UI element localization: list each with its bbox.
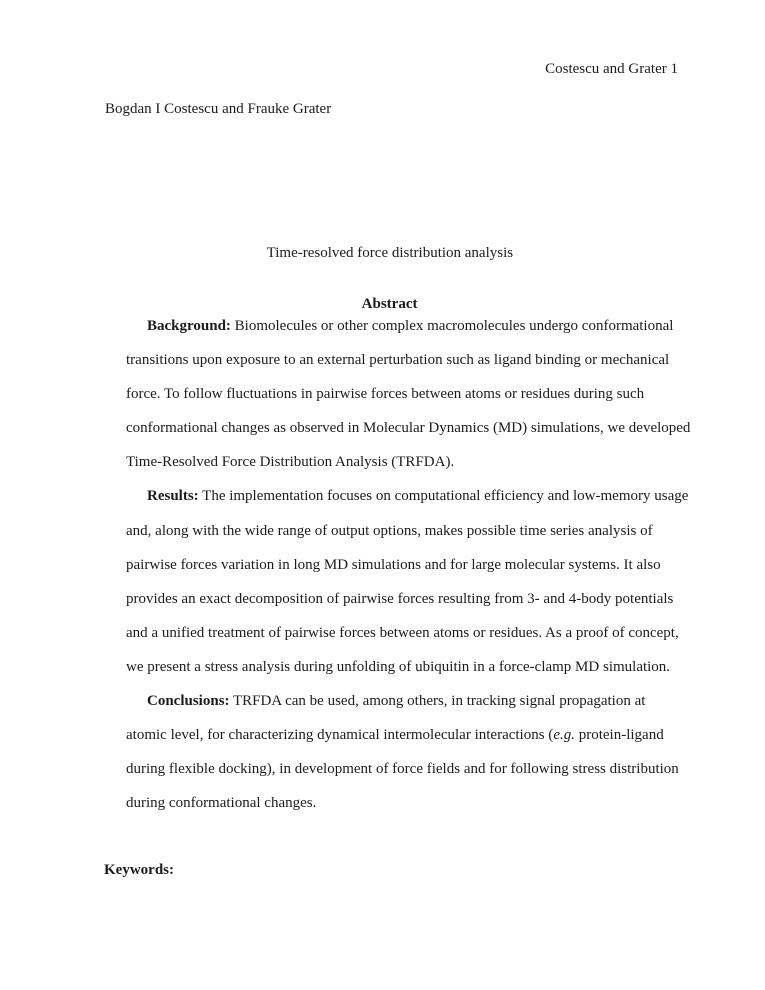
- background-paragraph-line: conformational changes as observed in Molecular Dynamics (MD) simulations, we developed: [126, 420, 691, 437]
- background-line-1-text: Biomolecules or other complex macromolecules undergo conformational: [230, 318, 674, 334]
- conclusions-paragraph-line: during flexible docking), in development of force fields and for following stress distribution: [126, 761, 679, 778]
- conclusions-line-2-text-after: protein-ligand: [574, 727, 664, 744]
- results-label: Results:: [147, 488, 199, 505]
- background-paragraph-line: transitions upon exposure to an external perturbation such as ligand binding or mechanical: [126, 352, 670, 369]
- paper-title: [0, 226, 765, 280]
- background-label: Background:: [147, 318, 231, 334]
- results-line-1-text: The implementation focuses on computational efficiency and low-memory usage: [198, 488, 689, 505]
- keywords-heading: [89, 843, 174, 897]
- conclusions-paragraph-line: [126, 718, 686, 752]
- conclusions-paragraph-line: [126, 684, 686, 718]
- running-head-text: Costescu and Grater 1: [545, 61, 678, 77]
- background-paragraph-line: Time-Resolved Force Distribution Analysis (TRFDA).: [126, 454, 455, 471]
- conclusions-label: Conclusions:: [147, 693, 230, 710]
- results-paragraph-line: pairwise forces variation in long MD simulations and for large molecular systems. It also: [126, 556, 661, 573]
- background-paragraph-line: force. To follow fluctuations in pairwise forces between atoms or residues during such: [126, 386, 645, 403]
- results-paragraph-line: and a unified treatment of pairwise forces between atoms or residues. As a proof of concept,: [126, 624, 679, 641]
- abstract-heading-text: Abstract: [361, 296, 418, 312]
- paper-title-text: Time-resolved force distribution analysis: [266, 245, 514, 261]
- running-head: [530, 42, 678, 96]
- results-paragraph-line: and, along with the wide range of output options, makes possible time series analysis of: [126, 522, 653, 539]
- keywords-label-text: Keywords:: [104, 862, 174, 878]
- author-line: [90, 82, 331, 136]
- conclusions-paragraph-line: during conformational changes.: [126, 795, 317, 812]
- results-paragraph-line: [126, 479, 689, 513]
- results-paragraph-line: we present a stress analysis during unfolding of ubiquitin in a force-clamp MD simulation.: [126, 658, 671, 675]
- author-names: Bogdan I Costescu and Frauke Grater: [105, 101, 332, 117]
- background-paragraph-line: [126, 309, 686, 343]
- results-paragraph-line: provides an exact decomposition of pairwise forces resulting from 3- and 4-body potentials: [126, 590, 674, 607]
- eg-abbreviation-italic: e.g.: [553, 727, 575, 744]
- conclusions-line-1-text: TRFDA can be used, among others, in tracking signal propagation at: [229, 693, 646, 710]
- conclusions-line-2-text: atomic level, for characterizing dynamical intermolecular interactions (: [126, 727, 554, 744]
- abstract-body: [126, 309, 691, 820]
